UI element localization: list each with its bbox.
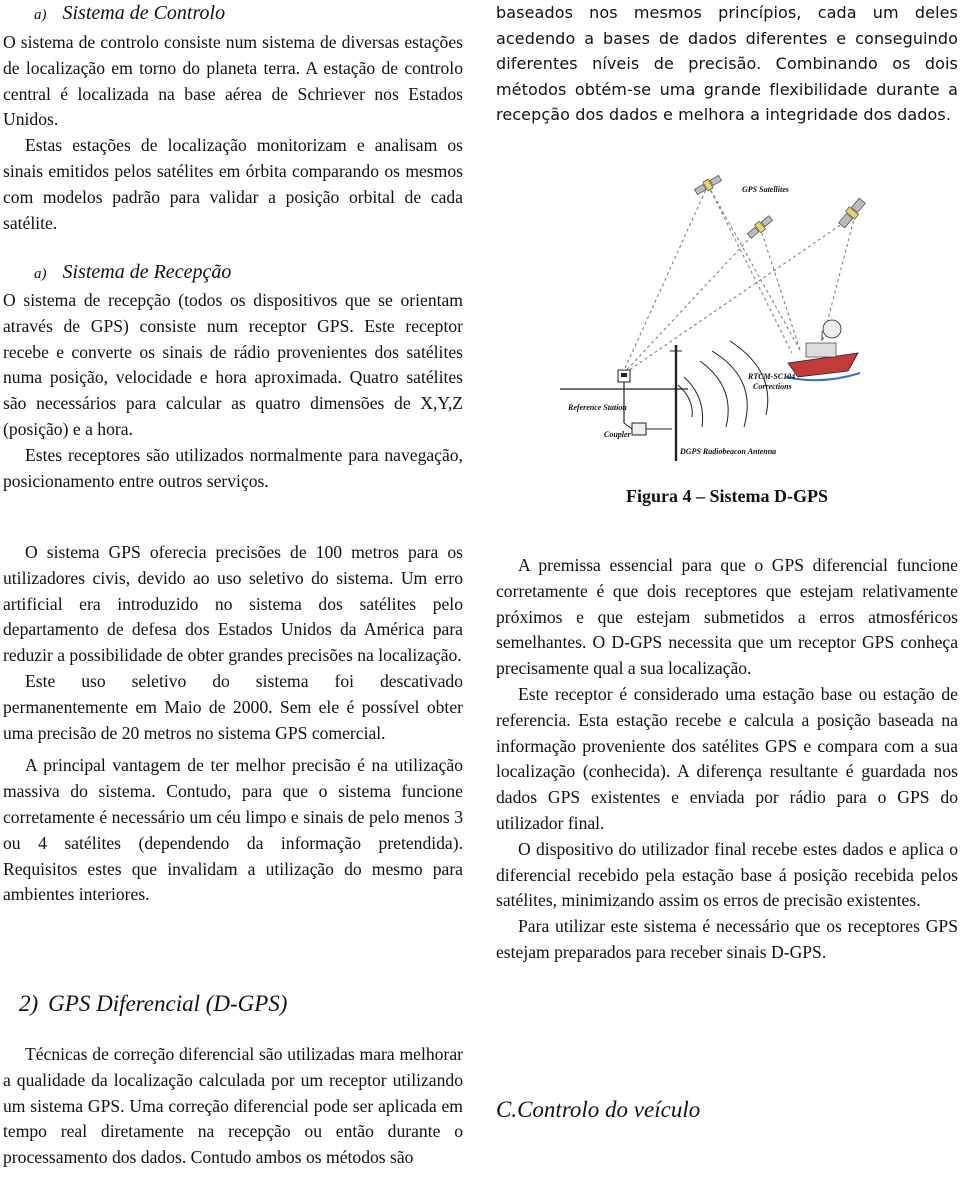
reception-system-title: Sistema de Recepção xyxy=(62,261,232,283)
paragraph: Estes receptores são utilizados normalmente para navegação, posicionamento entre outros serviços. xyxy=(3,444,463,491)
paragraph: baseados nos mesmos princípios, cada um deles acedendo a bases de dados diferentes e conseguindo diferentes níveis de precisão. Combinando os dois métodos obtém-se uma grande flexibilidade durante a recepção dos dados e melhora a integridade dos dados. xyxy=(496,3,958,124)
dgps-diagram xyxy=(560,165,940,465)
paragraph: O sistema de controlo consiste num sistema de diversas estações de localização em torno do planeta terra. A estação de controlo central é localizada na base aérea de Schriever nos Estados Unidos. xyxy=(3,32,463,130)
antenna-icon xyxy=(670,345,682,461)
paragraph: A premissa essencial para que o GPS diferencial funcione corretamente é que dois receptores que estejam relativamente próximos e que estejam submetidos a erros atmosféricos semelhantes. O D-GPS necessita que um receptor GPS conheça precisamente qual a sua localização. xyxy=(496,555,958,679)
vehicle-control-heading xyxy=(496,1096,958,1124)
dgps-number: 2) xyxy=(19,991,39,1016)
gps-satellites-label: GPS Satellites xyxy=(742,185,789,194)
dgps-title: GPS Diferencial (D-GPS) xyxy=(48,991,288,1016)
boat-icon xyxy=(786,320,860,380)
satellite-icon xyxy=(746,214,774,240)
antenna-label: DGPS Radiobeacon Antenna xyxy=(680,447,777,456)
reference-station-label: Reference Station xyxy=(568,403,627,412)
dgps-figure xyxy=(560,165,940,465)
paragraph: O sistema GPS oferecia precisões de 100 metros para os utilizadores civis, devido ao uso seletivo do sistema. Um erro artificial era introduzido no sistema dos satélites pelo departamento de defesa dos Estados Unidos da América para reduzir a possibilidade de obter grandes precisões na localização. xyxy=(3,542,463,666)
figure-caption: Figura 4 – Sistema D-GPS xyxy=(626,486,828,506)
paragraph: Este receptor é considerado uma estação base ou estação de referencia. Esta estação recebe e calcula a posição baseada na informação proveniente dos satélites GPS e compara com a sua localização (conhecida). A diferença resultante é guardada nos dados GPS existentes e enviada por rádio para o GPS do utilizador final. xyxy=(496,683,958,833)
reception-system-text xyxy=(3,288,463,494)
paragraph: Técnicas de correção diferencial são utilizadas mara melhorar a qualidade da localização calculada por um receptor utilizando um sistema GPS. Uma correção diferencial pode ser aplicada em tempo real diretamente na recepção ou então durante o processamento dos dados. Contudo ambos os métodos são xyxy=(3,1044,463,1168)
dgps-text xyxy=(3,1042,463,1171)
reception-system-heading xyxy=(34,260,464,286)
coupler-cable xyxy=(624,423,632,429)
coupler-label: Coupler xyxy=(604,430,631,439)
vehicle-control-title: Controlo do veículo xyxy=(517,1097,701,1122)
paragraph: Estas estações de localização monitorizam e analisam os sinais emitidos pelos satélites em órbita comparando os mesmos com modelos padrão para validar a posição orbital de cada satélite. xyxy=(3,135,463,233)
paragraph: O dispositivo do utilizador final recebe estes dados e aplica o diferencial recebido pela estação base á posição recebida pelos satélites, minimizando assim os erros de precisão existentes. xyxy=(496,838,958,911)
paragraph: Para utilizar este sistema é necessário que os receptores GPS estejam preparados para receber sinais D-GPS. xyxy=(496,916,958,962)
rtcm-label: RTCM-SC104 xyxy=(748,372,796,381)
control-system-heading xyxy=(34,1,464,27)
coupler-icon xyxy=(632,423,646,435)
paragraph: A principal vantagem de ter melhor precisão é na utilização massiva do sistema. Contudo, para que o sistema funcione corretamente é necessário um céu limpo e sinais de pelo menos 3 ou 4 satélites (dependendo da informação pretendida). Requisitos estes que invalidam a utilização do mesmo para ambientes interiores. xyxy=(3,755,463,905)
continuation-text xyxy=(496,0,958,128)
reference-station-icon xyxy=(618,370,630,423)
precision-text xyxy=(3,540,463,908)
vehicle-control-letter: C. xyxy=(496,1097,518,1122)
control-system-label: a) xyxy=(34,7,47,23)
satellite-icon xyxy=(837,197,867,229)
paragraph: Este uso seletivo do sistema foi descativado permanentemente em Maio de 2000. Sem ele é possível obter uma precisão de 20 metros no sistema GPS comercial. xyxy=(3,670,463,743)
paragraph: O sistema de recepção (todos os dispositivos que se orientam através de GPS) consiste num receptor GPS. Este receptor recebe e converte os sinais de rádio provenientes dos satélites numa posição, velocidade e hora aproximada. Quatro satélites são necessários para calcular as quatro dimensões de X,Y,Z (posição) e a hora. xyxy=(3,290,463,439)
control-system-title: Sistema de Controlo xyxy=(62,2,226,24)
control-system-text xyxy=(3,30,463,236)
dgps-explanation-text xyxy=(496,553,958,966)
reception-system-label: a) xyxy=(34,266,47,282)
satellite-icon xyxy=(693,174,722,197)
corrections-label: Corrections xyxy=(753,382,792,391)
dgps-heading xyxy=(19,990,459,1018)
